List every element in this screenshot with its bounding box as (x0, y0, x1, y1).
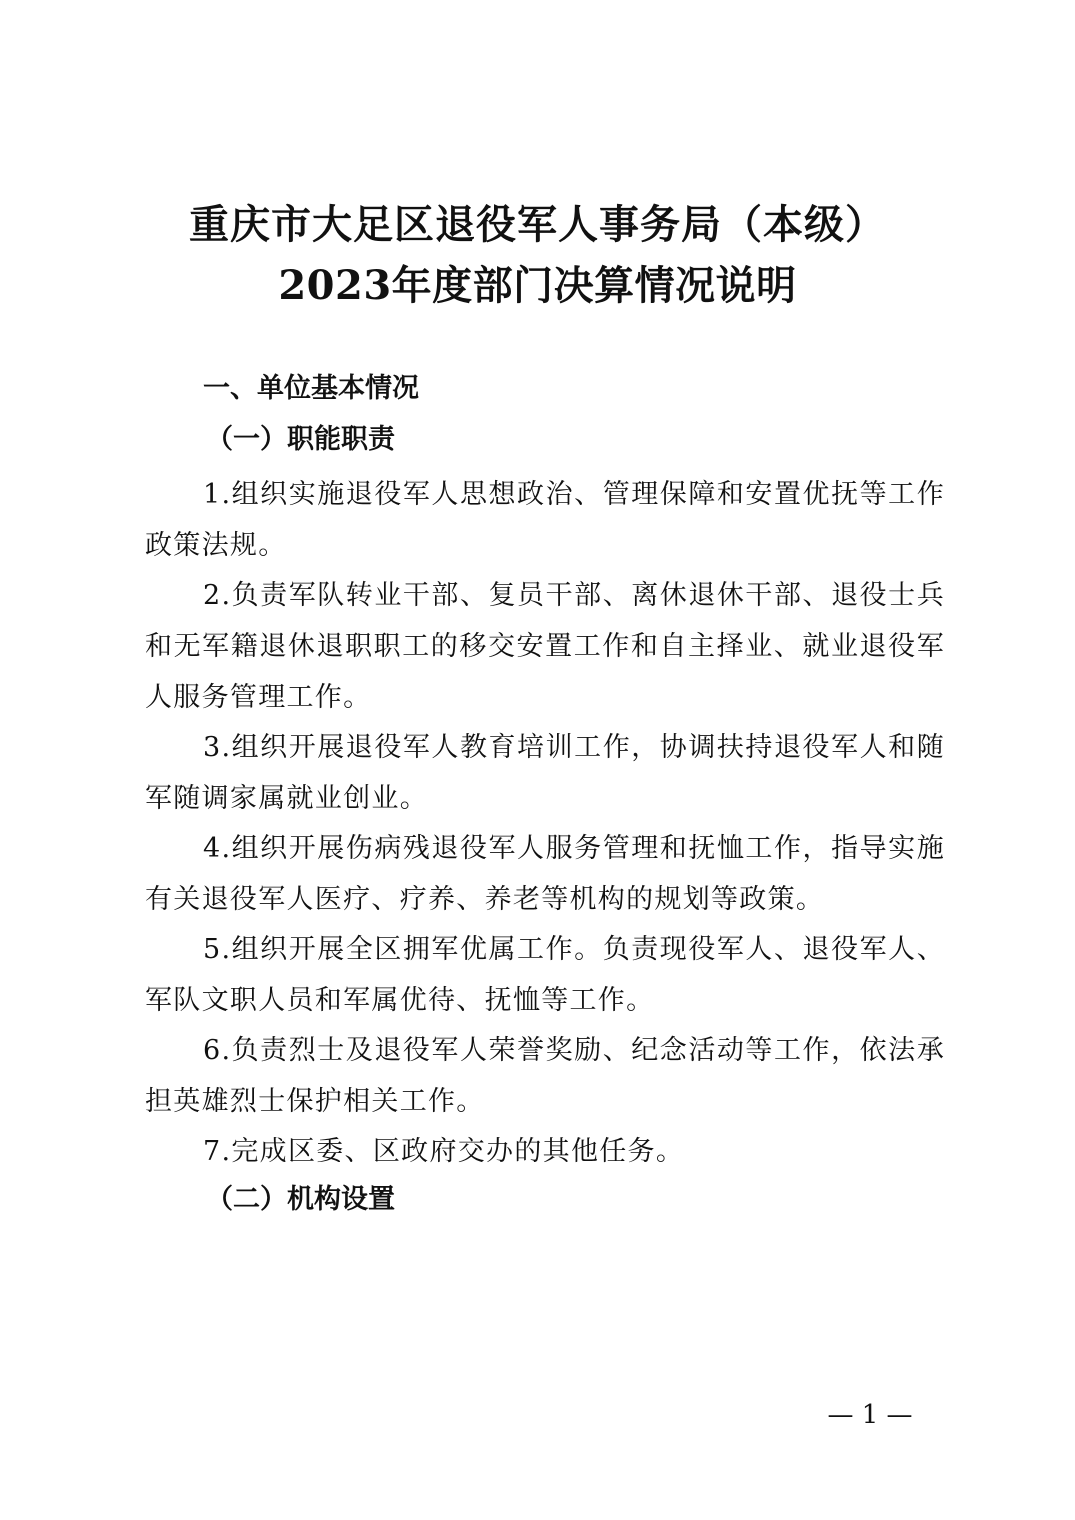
subsection-heading-duties: （一）职能职责 (206, 424, 395, 455)
duty-item-4: 4.组织开展伤病残退役军人服务管理和抚恤工作，指导实施有关退役军人医疗、疗养、养老等机构的规划等政策。 (145, 833, 945, 915)
duty-item-2: 2.负责军队转业干部、复员干部、离休退休干部、退役士兵和无军籍退休退职职工的移交安置工作和自主择业、就业退役军人服务管理工作。 (145, 580, 945, 713)
duty-item-6: 6.负责烈士及退役军人荣誉奖励、纪念活动等工作，依法承担英雄烈士保护相关工作。 (145, 1035, 945, 1117)
section-heading-basic-info: 一、单位基本情况 (203, 373, 419, 404)
duty-item-3: 3.组织开展退役军人教育培训工作，协调扶持退役军人和随军随调家属就业创业。 (145, 732, 945, 814)
document-title-line-1: 重庆市大足区退役军人事务局（本级） (189, 201, 886, 248)
duty-item-7: 7.完成区委、区政府交办的其他任务。 (203, 1136, 685, 1167)
subsection-heading-organization: （二）机构设置 (206, 1184, 395, 1215)
page-number: — 1 — (827, 1400, 913, 1430)
document-title-line-2: 2023年度部门决算情况说明 (278, 262, 797, 309)
duty-item-5: 5.组织开展全区拥军优属工作。负责现役军人、退役军人、军队文职人员和军属优待、抚恤等工作。 (145, 934, 945, 1016)
duty-item-1: 1.组织实施退役军人思想政治、管理保障和安置优抚等工作政策法规。 (145, 479, 945, 561)
